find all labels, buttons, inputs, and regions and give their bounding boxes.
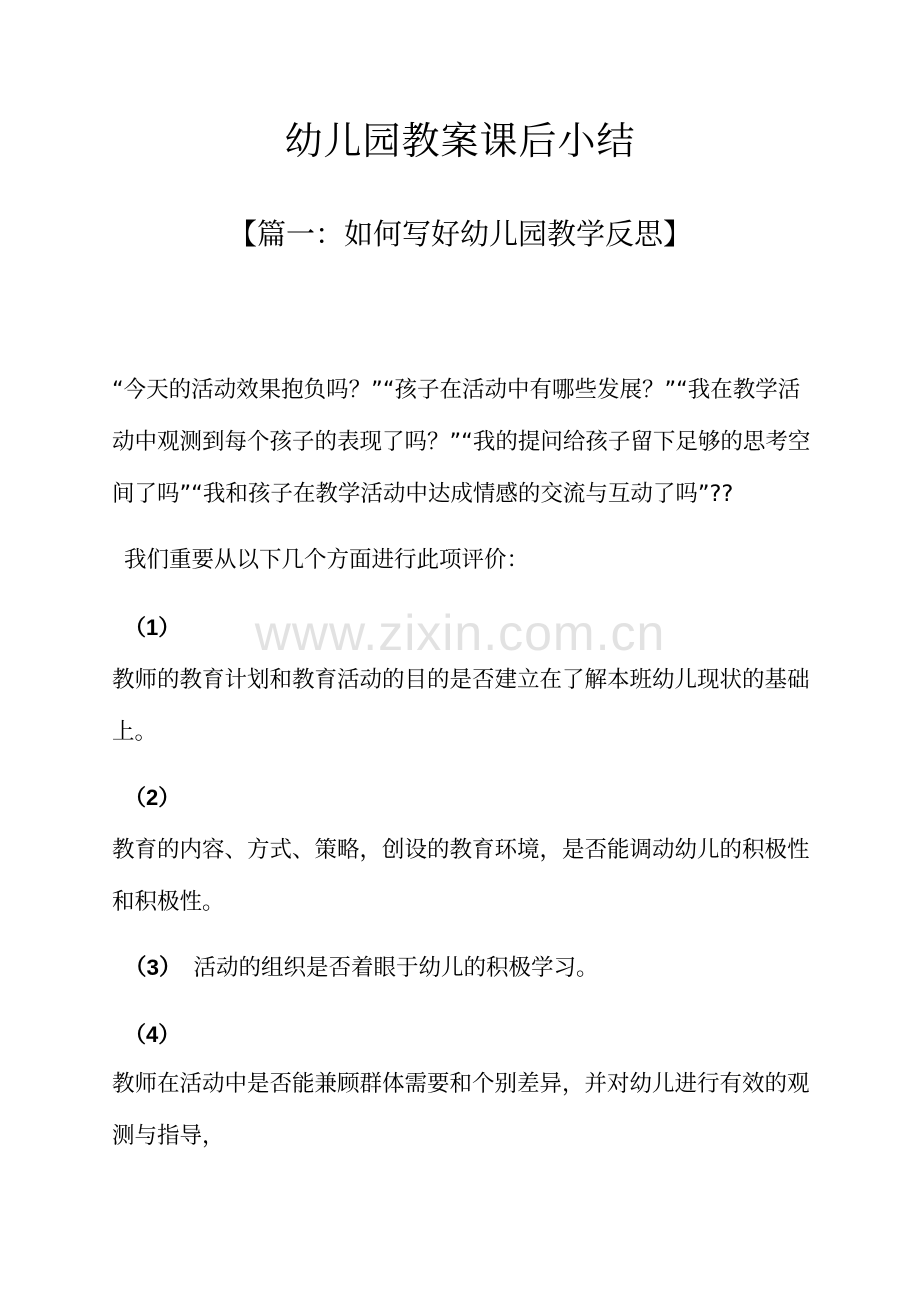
item-1-number: （1） [124, 615, 181, 640]
item-3-text: 活动的组织是否着眼于幼儿的积极学习。 [193, 955, 599, 981]
item-2-text: 教育的内容、方式、策略，创设的教育环境，是否能调动幼儿的积极性和积极性。 [112, 837, 810, 915]
item-1-text: 教师的教育计划和教育活动的目的是否建立在了解本班幼儿现状的基础上。 [112, 667, 810, 745]
item-3 [124, 954, 599, 982]
document-subtitle: 【篇一：如何写好幼儿园教学反思】 [227, 217, 692, 251]
item-4-text: 教师在活动中是否能兼顾群体需要和个别差异，并对幼儿进行有效的观测与指导， [112, 1071, 810, 1149]
document-title: 幼儿园教案课后小结 [284, 119, 636, 163]
item-3-number: （3） [124, 955, 182, 980]
intro-paragraph: 我们重要从以下几个方面进行此项评价： [124, 547, 530, 573]
watermark: www.zixin.com.cn [254, 605, 666, 661]
quote-paragraph: “今天的活动效果抱负吗？”“孩子在活动中有哪些发展？”“我在教学活动中观测到每个孩子的表现了吗？”“我的提问给孩子留下足够的思考空间了吗”“我和孩子在教学活动中达成情感的交流与互动了吗”?? [112, 377, 811, 507]
item-4-number: （4） [124, 1022, 181, 1047]
item-2-number: （2） [124, 785, 181, 810]
